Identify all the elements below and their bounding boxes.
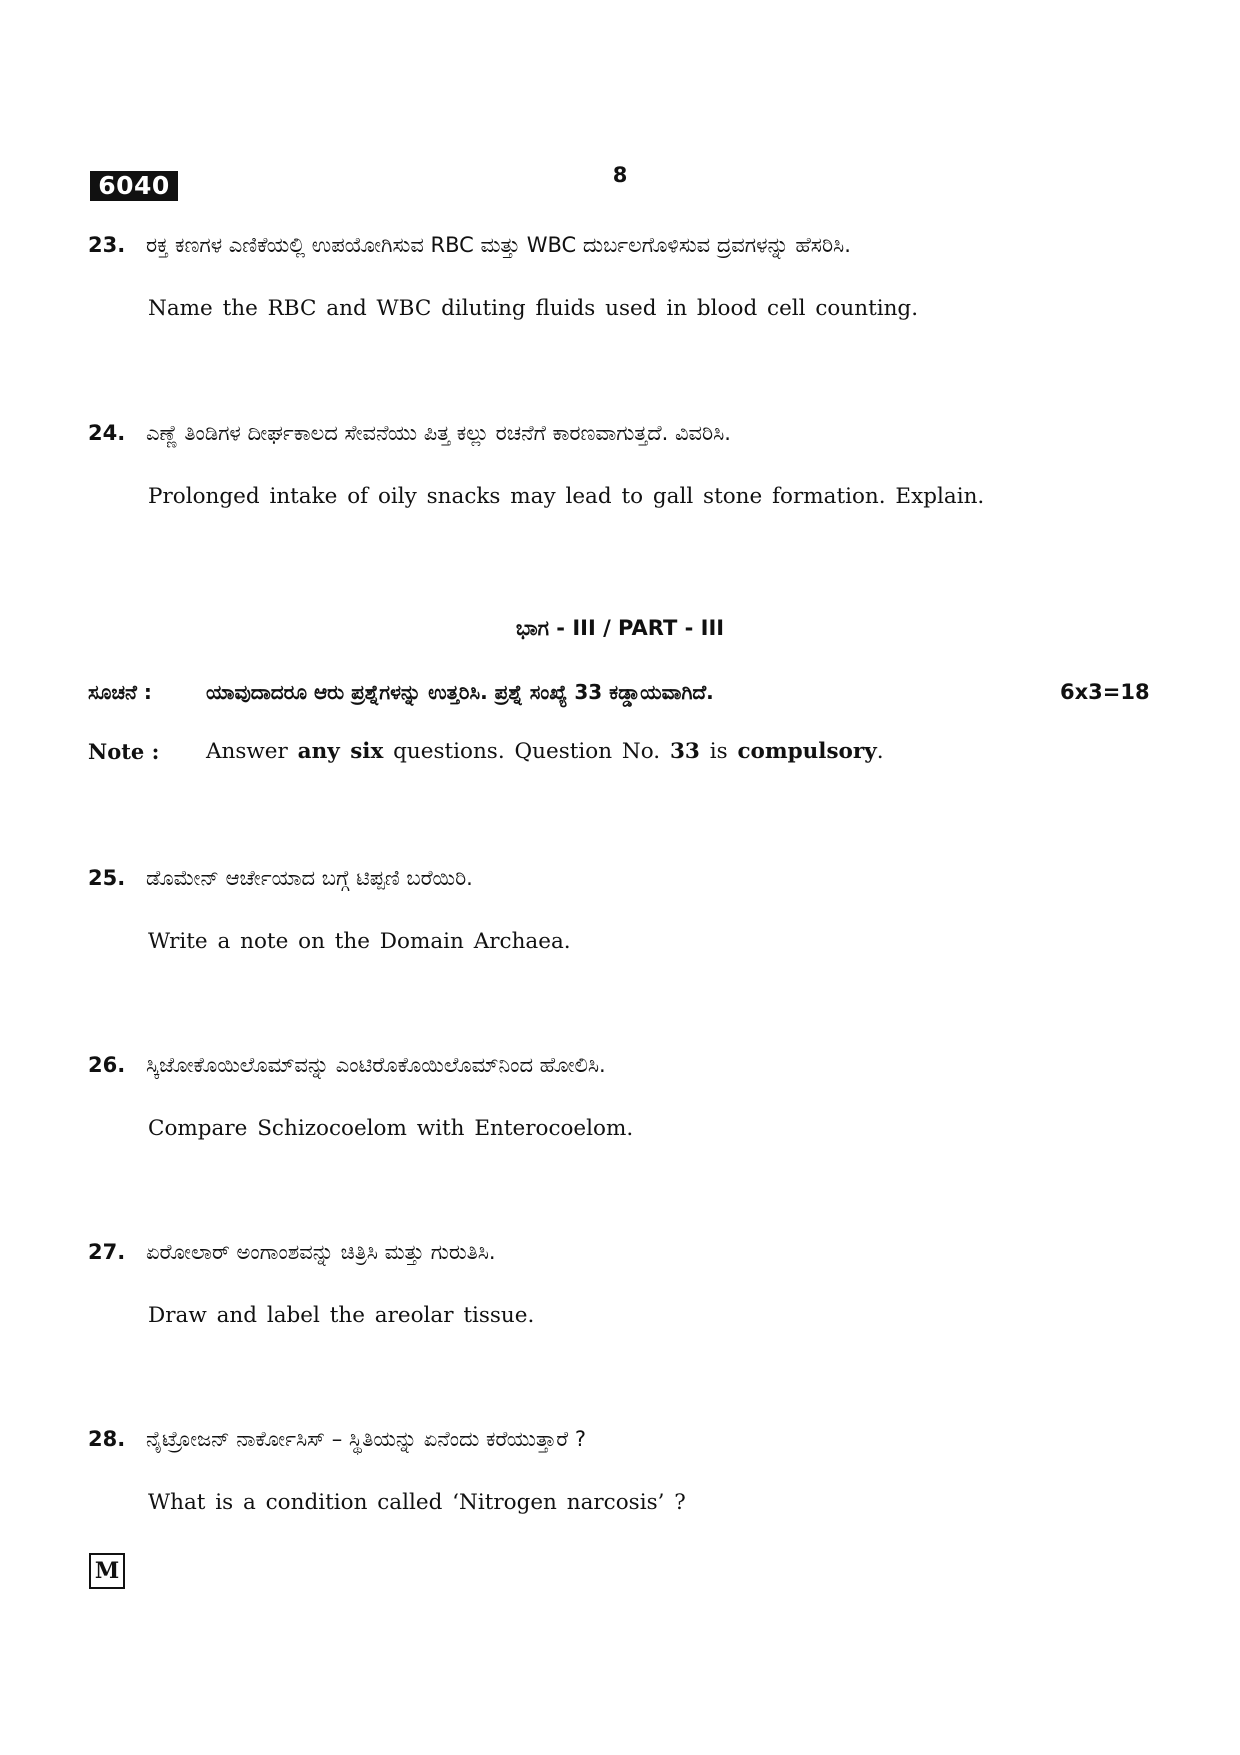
note-text: Answer any six questions. Question No. 33 is compulsory. xyxy=(206,739,884,764)
page-number: 8 xyxy=(612,163,628,187)
question-text-kannada: ನೈಟ್ರೋಜನ್ ನಾರ್ಕೋಸಿಸ್ – ಸ್ಥಿತಿಯನ್ನು ಏನೆಂದು ಕರೆಯುತ್ತಾರೆ ? xyxy=(146,1427,586,1451)
instruction-label: ಸೂಚನೆ : xyxy=(88,680,152,704)
question-number: 27. xyxy=(88,1240,126,1264)
question-text-kannada: ಡೊಮೇನ್ ಆರ್ಚೇಯಾದ ಬಗ್ಗೆ ಟಿಪ್ಪಣಿ ಬರೆಯಿರಿ. xyxy=(146,866,473,890)
question-text-english: Draw and label the areolar tissue. xyxy=(148,1303,535,1328)
question-text-english: What is a condition called ‘Nitrogen narcosis’ ? xyxy=(148,1490,686,1515)
question-text-kannada: ಏರೋಲಾರ್ ಅಂಗಾಂಶವನ್ನು ಚಿತ್ರಿಸಿ ಮತ್ತು ಗುರುತಿಸಿ. xyxy=(146,1240,496,1264)
note-emphasis-compulsory: compulsory xyxy=(737,739,877,764)
note-label: Note : xyxy=(88,739,160,764)
note-emphasis-any-six: any six xyxy=(297,739,384,764)
question-text-english: Write a note on the Domain Archaea. xyxy=(148,929,571,954)
paper-code-badge: 6040 xyxy=(90,171,178,201)
question-text-english: Name the RBC and WBC diluting fluids used in blood cell counting. xyxy=(148,296,919,321)
question-number: 24. xyxy=(88,421,126,445)
question-text-kannada: ಎಣ್ಣೆ ತಿಂಡಿಗಳ ದೀರ್ಘಕಾಲದ ಸೇವನೆಯು ಪಿತ್ತ ಕಲ್ಲು ರಚನೆಗೆ ಕಾರಣವಾಗುತ್ತದೆ. ವಿವರಿಸಿ. xyxy=(146,421,731,445)
question-number: 25. xyxy=(88,866,126,890)
question-text-kannada: ಸ್ಕಿಜೋಕೊಯಿಲೊಮ್‌ವನ್ನು ಎಂಟಿರೊಕೊಯಿಲೊಮ್‌ನಿಂದ ಹೋಲಿಸಿ. xyxy=(146,1053,606,1077)
note-emphasis-question-number: 33 xyxy=(669,739,700,764)
question-text-english: Prolonged intake of oily snacks may lead to gall stone formation. Explain. xyxy=(148,484,985,509)
marks-allocation: 6x3=18 xyxy=(1060,680,1150,704)
instruction-text-kannada: ಯಾವುದಾದರೂ ಆರು ಪ್ರಶ್ನೆಗಳನ್ನು ಉತ್ತರಿಸಿ. ಪ್ರಶ್ನೆ ಸಂಖ್ಯೆ 33 ಕಡ್ಡಾಯವಾಗಿದೆ. xyxy=(206,680,714,704)
question-number: 26. xyxy=(88,1053,126,1077)
medium-mark-box: M xyxy=(89,1553,125,1589)
question-number: 28. xyxy=(88,1427,126,1451)
question-text-english: Compare Schizocoelom with Enterocoelom. xyxy=(148,1116,634,1141)
question-text-kannada: ರಕ್ತ ಕಣಗಳ ಎಣಿಕೆಯಲ್ಲಿ ಉಪಯೋಗಿಸುವ RBC ಮತ್ತು WBC ದುರ್ಬಲಗೊಳಿಸುವ ದ್ರವಗಳನ್ನು ಹೆಸರಿಸಿ. xyxy=(146,233,851,257)
part-heading: ಭಾಗ - III / PART - III xyxy=(515,616,725,640)
question-number: 23. xyxy=(88,233,126,257)
